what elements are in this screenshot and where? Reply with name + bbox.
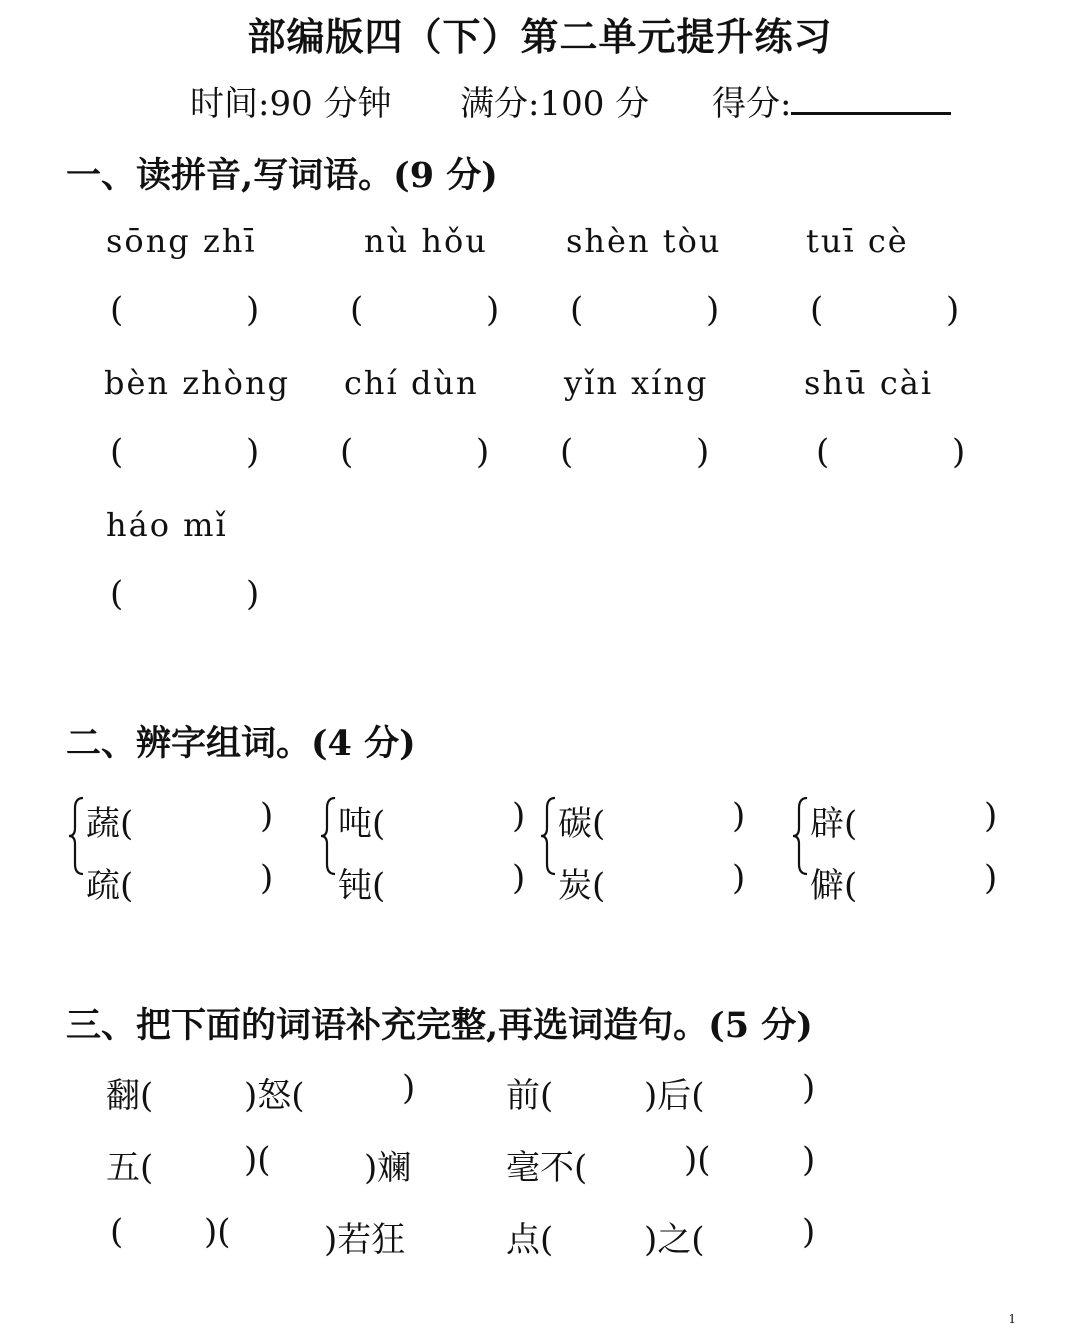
answer-paren-close: )	[946, 290, 960, 330]
idiom-part: )怒(	[244, 1076, 305, 1116]
idiom-part: 点(	[506, 1220, 554, 1260]
char-pair-bottom: 僻(	[810, 866, 858, 906]
idiom-part: )之(	[644, 1220, 705, 1260]
answer-paren-close: )	[486, 290, 500, 330]
answer-paren-open: (	[816, 432, 830, 472]
pinyin-item: háo mǐ	[106, 506, 228, 544]
answer-paren-close: )	[246, 290, 260, 330]
pinyin-item: shèn tòu	[566, 222, 722, 260]
pinyin-item: tuī cè	[806, 222, 909, 260]
idiom-part: )斓	[364, 1148, 412, 1188]
char-pair-top: 蔬(	[86, 804, 134, 844]
idiom-part: )后(	[644, 1076, 705, 1116]
answer-paren-close: )	[476, 432, 490, 472]
answer-paren-open: (	[110, 290, 124, 330]
idiom-part: )	[802, 1140, 816, 1180]
answer-paren-close: )	[732, 858, 746, 898]
pinyin-item: chí dùn	[344, 364, 479, 402]
pinyin-item: sōng zhī	[106, 222, 257, 260]
answer-paren-close: )	[246, 432, 260, 472]
page-number: 1	[1008, 1312, 1016, 1326]
char-pair-top: 吨(	[338, 804, 386, 844]
answer-paren-close: )	[952, 432, 966, 472]
left-brace-icon	[320, 796, 336, 876]
answer-paren-close: )	[512, 796, 526, 836]
score-text: 得分:	[712, 84, 792, 124]
idiom-part: 毫不(	[506, 1148, 588, 1188]
answer-paren-close: )	[260, 796, 274, 836]
section2-heading: 二、辨字组词。(4 分)	[66, 723, 416, 764]
idiom-part: )	[402, 1068, 416, 1108]
answer-paren-close: )	[512, 858, 526, 898]
pinyin-item: nù hǒu	[364, 222, 488, 260]
pinyin-item: yǐn xíng	[564, 364, 709, 402]
left-brace-icon	[540, 796, 556, 876]
section1-heading: 一、读拼音,写词语。(9 分)	[66, 155, 498, 196]
answer-paren-close: )	[260, 858, 274, 898]
idiom-part: )(	[204, 1212, 231, 1252]
idiom-part: 前(	[506, 1076, 554, 1116]
idiom-part: )	[802, 1068, 816, 1108]
char-pair-bottom: 疏(	[86, 866, 134, 906]
answer-paren-open: (	[340, 432, 354, 472]
full-score-label: 满分:100 分	[460, 84, 650, 124]
left-brace-icon	[68, 796, 84, 876]
idiom-part: )(	[244, 1140, 271, 1180]
answer-paren-close: )	[732, 796, 746, 836]
answer-paren-open: (	[110, 574, 124, 614]
idiom-part: )若狂	[324, 1220, 406, 1260]
answer-paren-close: )	[696, 432, 710, 472]
answer-paren-close: )	[984, 796, 998, 836]
pinyin-item: shū cài	[804, 364, 934, 402]
answer-paren-open: (	[560, 432, 574, 472]
idiom-part: 五(	[106, 1148, 154, 1188]
answer-paren-open: (	[110, 432, 124, 472]
answer-paren-open: (	[570, 290, 584, 330]
answer-paren-close: )	[246, 574, 260, 614]
answer-paren-open: (	[810, 290, 824, 330]
char-pair-bottom: 炭(	[558, 866, 606, 906]
idiom-part: )	[802, 1212, 816, 1252]
answer-paren-open: (	[350, 290, 364, 330]
idiom-part: 翻(	[106, 1076, 154, 1116]
section3-heading: 三、把下面的词语补充完整,再选词造句。(5 分)	[66, 1005, 813, 1046]
left-brace-icon	[792, 796, 808, 876]
score-blank[interactable]	[791, 82, 951, 115]
idiom-part: )(	[684, 1140, 711, 1180]
char-pair-top: 碳(	[558, 804, 606, 844]
time-label: 时间:90 分钟	[190, 84, 392, 124]
answer-paren-close: )	[706, 290, 720, 330]
answer-paren-close: )	[984, 858, 998, 898]
pinyin-item: bèn zhòng	[104, 364, 291, 402]
char-pair-top: 辟(	[810, 804, 858, 844]
char-pair-bottom: 钝(	[338, 866, 386, 906]
page-title: 部编版四（下）第二单元提升练习	[247, 14, 833, 59]
score-label	[712, 76, 951, 125]
idiom-part: (	[110, 1212, 124, 1252]
